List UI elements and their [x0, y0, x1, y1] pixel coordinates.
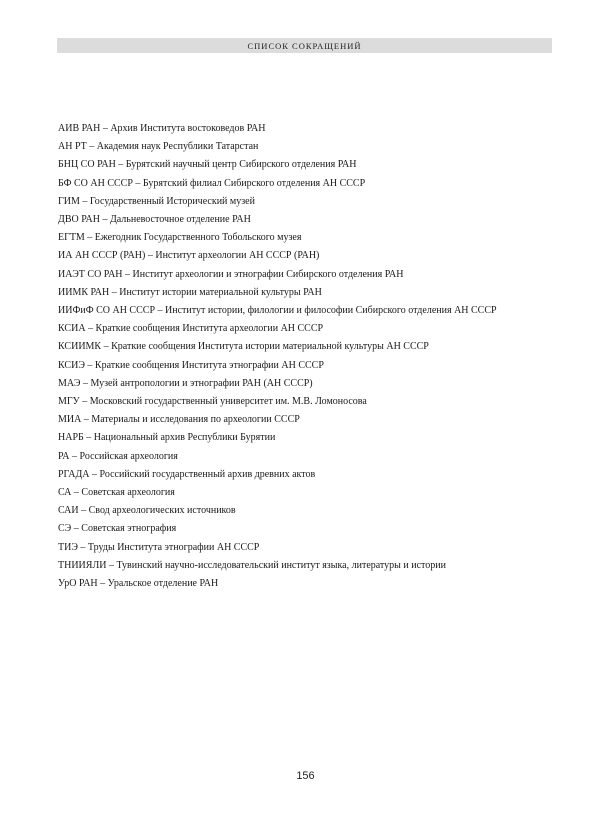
abbreviation-item: РГАДА – Российский государственный архив древних актов: [58, 468, 316, 480]
abbreviation-item: МАЭ – Музей антропологии и этнографии РАН (АН СССР): [58, 377, 313, 389]
page-number: 156: [296, 770, 315, 782]
abbreviation-item: КСИИМК – Краткие сообщения Института истории материальной культуры АН СССР: [58, 341, 429, 353]
section-title: СПИСОК СОКРАЩЕНИЙ: [247, 40, 362, 51]
section-header-bar: [57, 38, 552, 53]
abbreviation-item: ИА АН СССР (РАН) – Институт археологии АН СССР (РАН): [58, 250, 320, 262]
abbreviation-item: ИАЭТ СО РАН – Институт археологии и этнографии Сибирского отделения РАН: [58, 268, 404, 280]
abbreviation-item: БФ СО АН СССР – Бурятский филиал Сибирского отделения АН СССР: [58, 177, 366, 189]
abbreviation-item: БНЦ СО РАН – Бурятский научный центр Сибирского отделения РАН: [58, 159, 357, 171]
abbreviation-item: ДВО РАН – Дальневосточное отделение РАН: [58, 214, 251, 226]
abbreviation-item: ТИЭ – Труды Института этнографии АН СССР: [58, 541, 260, 553]
abbreviation-item: КСИА – Краткие сообщения Института археологии АН СССР: [58, 323, 324, 335]
abbreviation-item: МИА – Материалы и исследования по археологии СССР: [58, 414, 300, 426]
abbreviation-item: НАРБ – Национальный архив Республики Бурятии: [58, 432, 276, 444]
abbreviation-item: ГИМ – Государственный Исторический музей: [58, 195, 255, 207]
abbreviation-item: СЭ – Советская этнография: [58, 523, 177, 535]
abbreviation-item: ЕГТМ – Ежегодник Государственного Тобольского музея: [58, 232, 302, 244]
abbreviation-item: АН РТ – Академия наук Республики Татарстан: [58, 141, 259, 153]
abbreviation-item: ИИМК РАН – Институт истории материальной культуры РАН: [58, 286, 322, 298]
abbreviation-item: КСИЭ – Краткие сообщения Института этнографии АН СССР: [58, 359, 324, 371]
abbreviation-item: РА – Российская археология: [58, 450, 178, 462]
abbreviation-item: ИИФиФ СО АН СССР – Институт истории, филологии и философии Сибирского отделения АН СССР: [58, 305, 497, 317]
abbreviation-item: МГУ – Московский государственный университет им. М.В. Ломоносова: [58, 396, 367, 408]
abbreviation-item: АИВ РАН – Архив Института востоковедов РАН: [58, 123, 266, 134]
abbreviation-item: СА – Советская археология: [58, 487, 175, 499]
abbreviation-item: САИ – Свод археологических источников: [58, 505, 236, 517]
abbreviation-item: УрО РАН – Уральское отделение РАН: [58, 578, 219, 590]
abbreviation-list: [58, 120, 558, 593]
abbreviation-item: ТНИИЯЛИ – Тувинский научно-исследовательский институт языка, литературы и истории: [58, 559, 446, 571]
